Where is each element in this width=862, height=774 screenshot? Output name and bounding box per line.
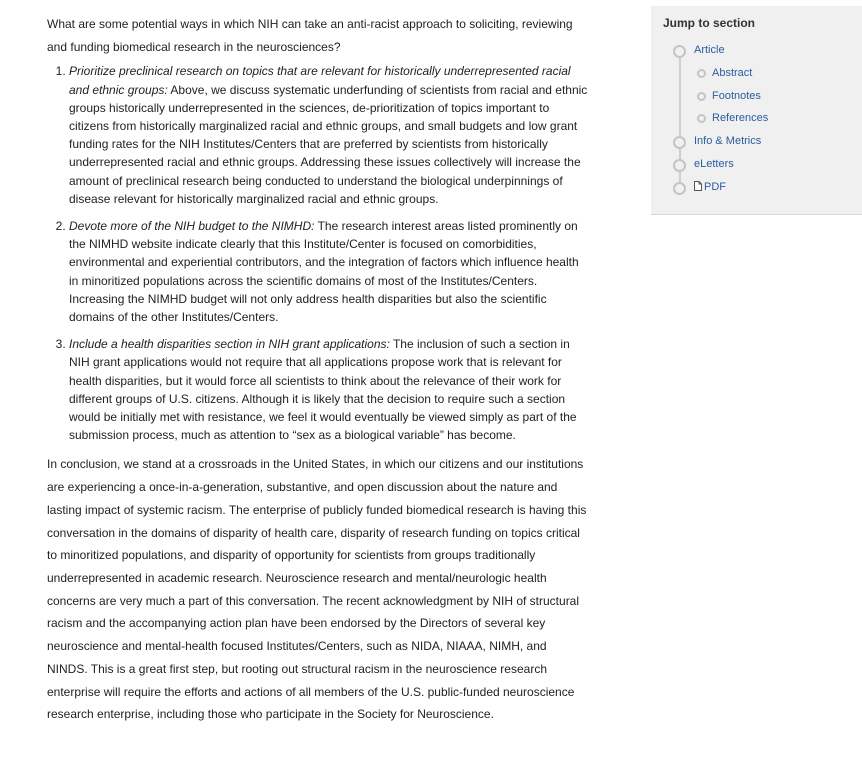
conclusion-paragraph: In conclusion, we stand at a crossroads in the United States, in which our citizens and our institutions are experiencing a once-in-a-generation, substantive, and open discussion about the nature and lasting impact of systemic racism. The enterprise of publicly funded biomedical research is having this conversation in the domains of disparity of health care, disparity of research funding on topics critical to minoritized populations, and disparity of opportunity for scientists from groups traditionally underrepresented in academic research. Neuroscience research and mental/neurologic health concerns are very much a part of this conversation. The recent acknowledgment by NIH of structural racism and the accompanying action plan have been endorsed by the Directors of several key neuroscience and mental-health focused Institutes/Centers, such as NIDA, NIAAA, NIMH, and NINDS. This is a great first step, but rooting out structural racism in the neuroscience research enterprise will require the efforts and actions of all members of the U.S. public-funded neuroscience research enterprise, including those who participate in the Society for Neuroscience. — [47, 457, 587, 722]
sidebar-title: Jump to section — [663, 16, 756, 30]
article-body — [47, 13, 589, 726]
nav-item-label: PDF — [704, 181, 726, 193]
circle-icon — [673, 159, 686, 172]
nav-item-label: eLetters — [694, 158, 734, 170]
circle-icon — [673, 136, 686, 149]
list-item-body: The research interest areas listed prominently on the NIMHD website indicate clearly that this Institute/Center is focused on comorbidities, environmental and experiential contributors, and the integration of factors which influence health in minoritized populations across the scientific domains of most of the Institutes/Centers. Increasing the NIMHD budget will not only address health disparities but also the scientific domains of the other Institutes/Centers. — [69, 219, 579, 325]
list-item-body: Above, we discuss systematic underfunding of scientists from racial and ethnic groups historically underrepresented in the sciences, de-prioritization of topics important to citizens from historically marginalized racial and ethnic groups, and small budgets and low grant funding rates for the NIH Institutes/Centers that are preferred by scientists from historically underrepresented racial and ethnic groups. Addressing these issues collectively will increase the amount of preclinical research being conducted to understand the biological underpinnings of disease relevant for historically marginalized racial and ethnic groups. — [69, 82, 588, 206]
nav-item-label: Abstract — [712, 67, 753, 79]
circle-icon — [673, 182, 686, 195]
circle-icon — [697, 69, 706, 78]
nav-item-label: References — [712, 112, 769, 124]
list-item-title: Devote more of the NIH budget to the NIMHD: — [69, 219, 315, 234]
intro-paragraph: What are some potential ways in which NIH can take an anti-racist approach to soliciting, reviewing and funding biomedical research in the neurosciences? — [47, 17, 573, 54]
list-item — [69, 335, 589, 444]
list-item — [69, 217, 589, 326]
nav-item-label: Article — [694, 44, 725, 56]
recommendations-list — [47, 62, 589, 444]
circle-icon — [673, 45, 686, 58]
list-item-title: Include a health disparities section in NIH grant applications: — [69, 337, 390, 352]
circle-icon — [697, 92, 706, 101]
circle-icon — [697, 114, 706, 123]
section-nav — [651, 6, 862, 214]
list-item-title: Prioritize preclinical research on topics that are relevant for historically underrepresented racial and ethnic groups: — [69, 64, 571, 97]
pdf-file-icon — [694, 181, 702, 191]
list-item — [69, 62, 589, 208]
nav-item-label: Footnotes — [712, 90, 761, 102]
nav-item-label: Info & Metrics — [694, 135, 762, 147]
jump-to-section-panel — [651, 6, 862, 215]
list-item-body: The inclusion of such a section in NIH grant applications would not require that all applications propose work that is relevant for health disparities, but it would force all scientists to think about the relevance of their work for different groups of U.S. citizens. Although it is likely that the decision to require such a section would be initially met with resistance, we feel it would eventually be viewed simply as part of the submission process, much as attention to “sex as a biological variable” has become. — [69, 337, 577, 443]
